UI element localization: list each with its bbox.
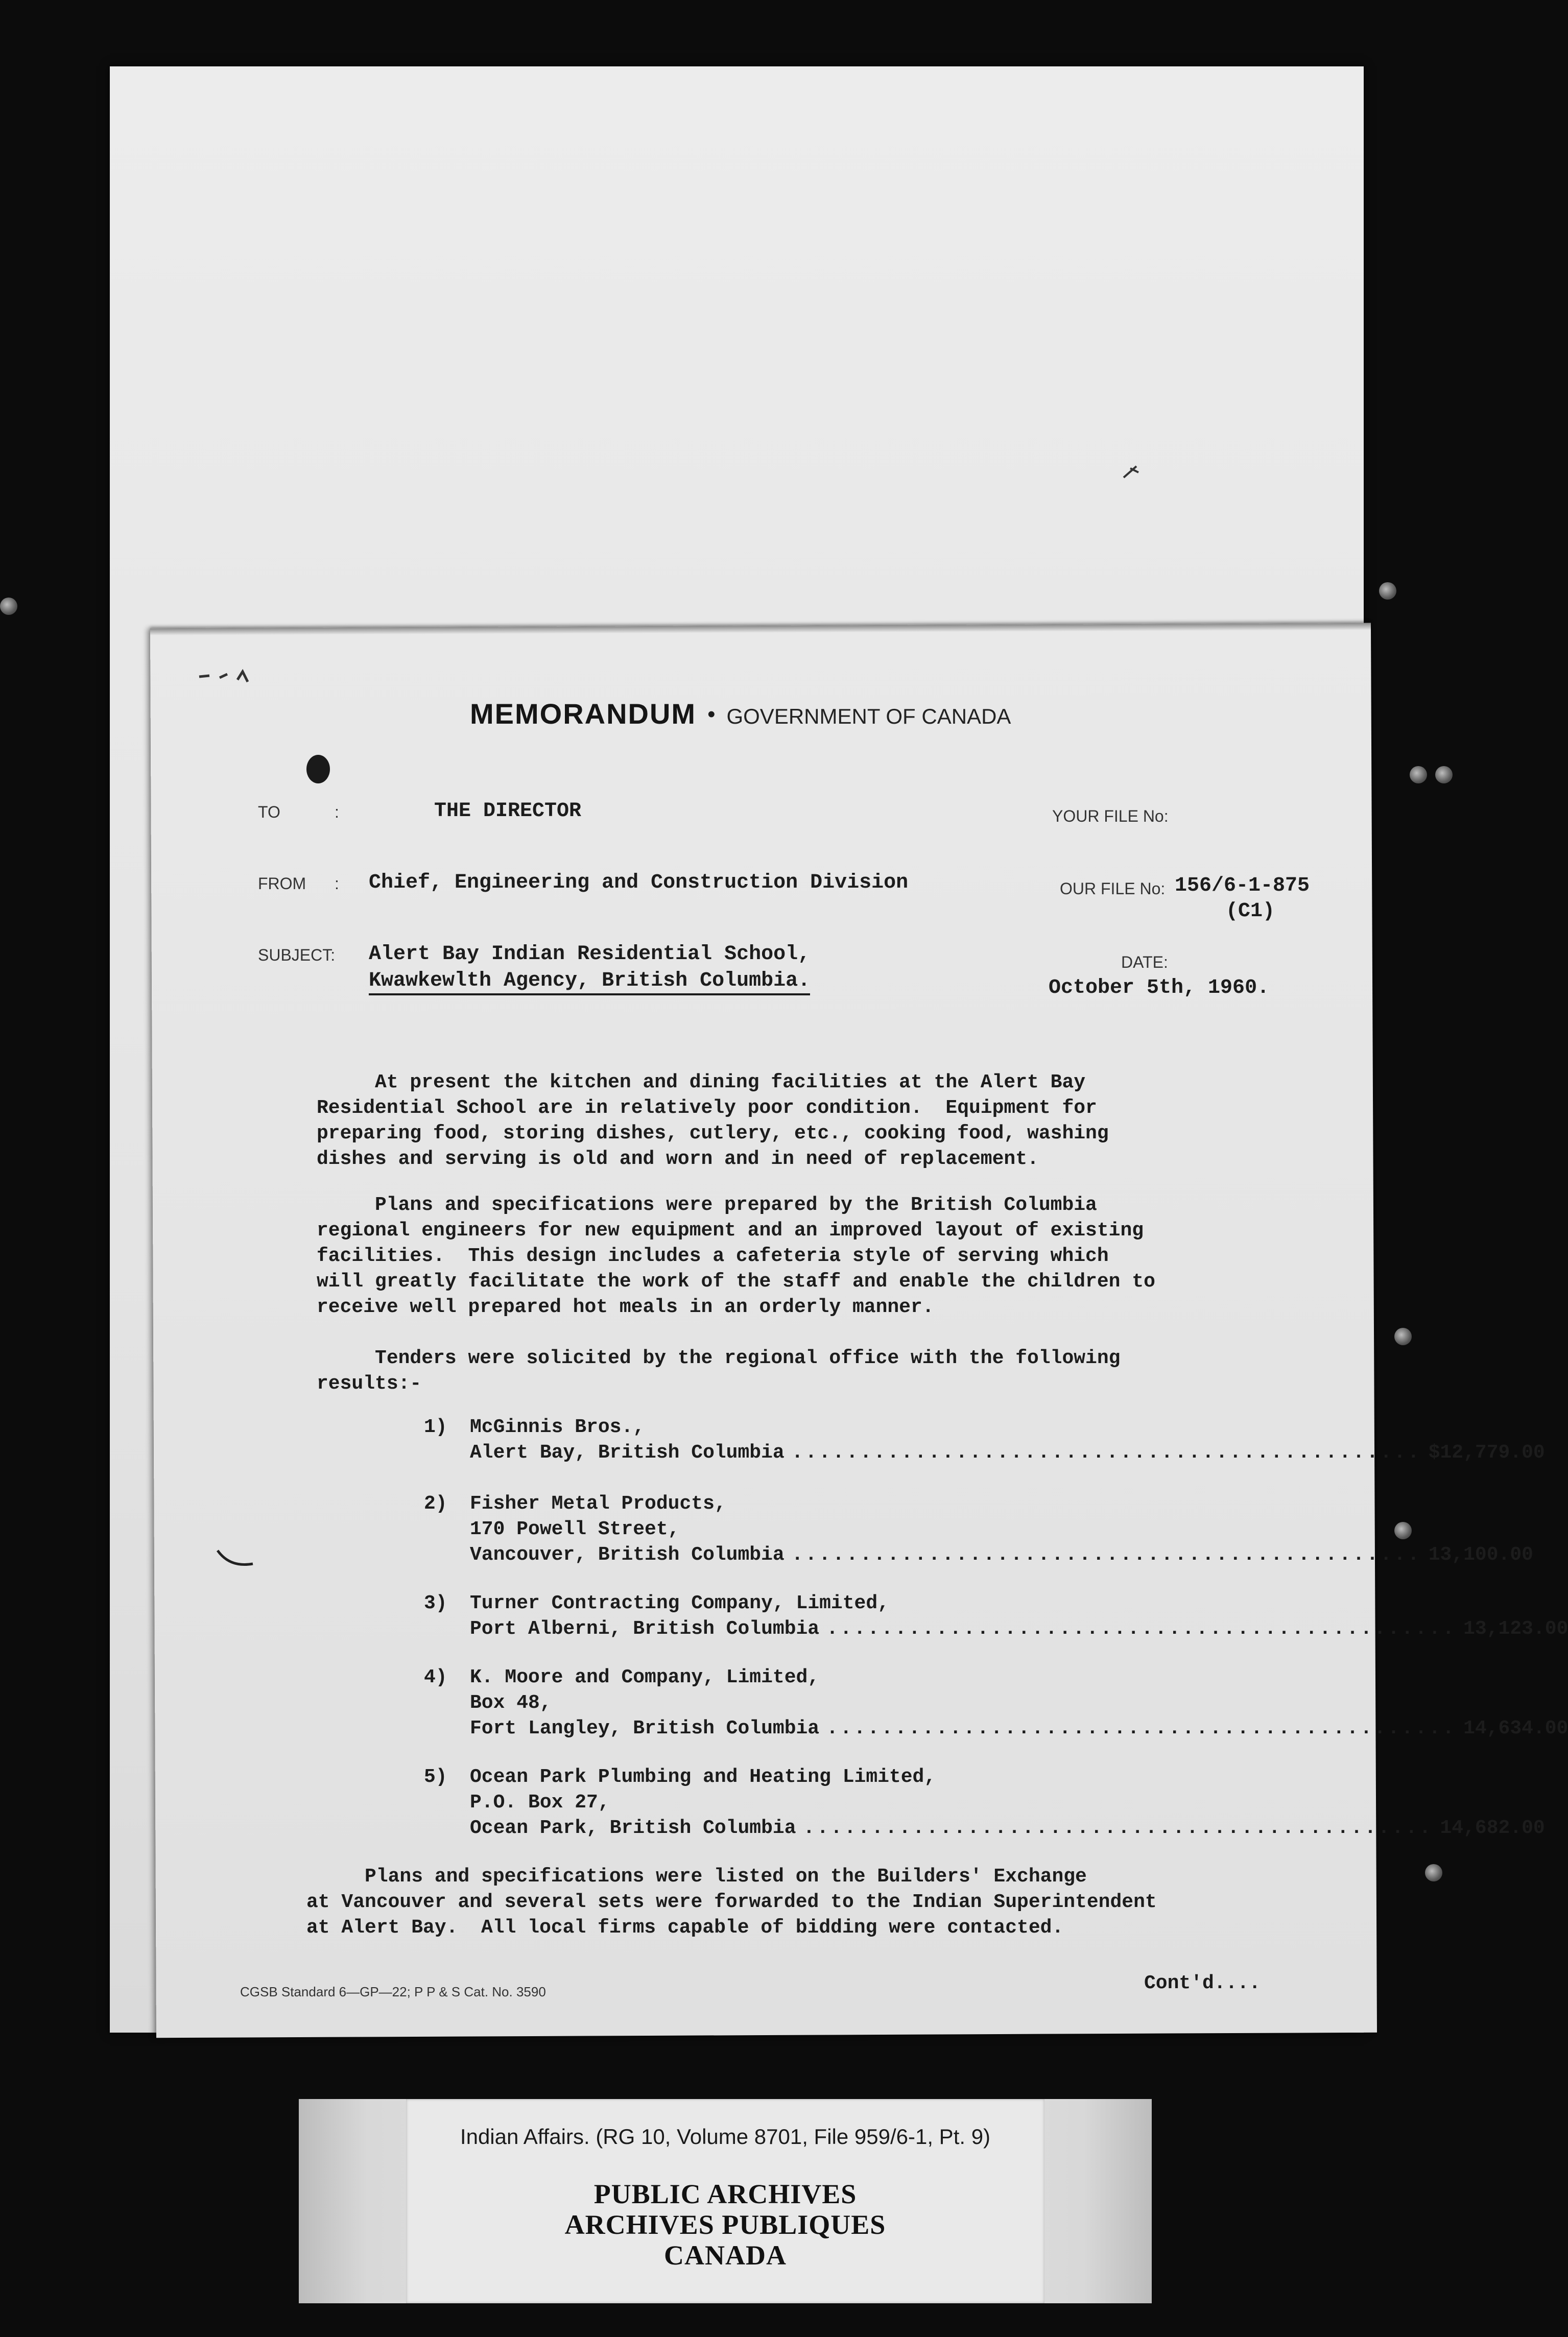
- tender-line: Fisher Metal Products,: [470, 1493, 726, 1515]
- subject-line-2: Kwawkewlth Agency, British Columbia.: [369, 969, 810, 995]
- archive-label: [406, 2099, 1044, 2303]
- tender-item: [424, 1764, 1545, 1846]
- punch-hole: [306, 755, 330, 783]
- paragraph-line: regional engineers for new equipment and an improved layout of existing: [317, 1220, 1144, 1242]
- binder-rivet: [1379, 582, 1396, 600]
- tender-line: McGinnis Bros.,: [470, 1416, 645, 1438]
- leader-dots: ..............................................: [791, 1544, 1421, 1566]
- your-file-label: YOUR FILE No:: [1052, 807, 1169, 825]
- paragraph-line: facilities. This design includes a cafeteria style of serving which: [317, 1245, 1109, 1267]
- archive-label-card: [299, 2099, 1152, 2303]
- to-value: THE DIRECTOR: [434, 800, 582, 823]
- pen-mark: [215, 1547, 255, 1573]
- paragraph-line: will greatly facilitate the work of the staff and enable the children to: [317, 1271, 1155, 1293]
- tender-number: 5): [424, 1766, 447, 1788]
- tender-location: Alert Bay, British Columbia: [470, 1442, 785, 1464]
- tender-location: Vancouver, British Columbia: [470, 1544, 785, 1566]
- tender-location: Fort Langley, British Columbia: [470, 1718, 820, 1739]
- memo-header: [470, 697, 1011, 730]
- our-file-label: OUR FILE No:: [1060, 879, 1166, 898]
- paragraph-builders-exchange: [306, 1864, 1226, 1941]
- our-file-value: 156/6-1-875: [1175, 874, 1310, 897]
- paragraph-line: Plans and specifications were prepared by the British Columbia: [317, 1194, 1097, 1216]
- tender-line: 170 Powell Street,: [470, 1518, 680, 1540]
- tender-item: [424, 1415, 1545, 1471]
- to-colon: :: [335, 803, 339, 821]
- archive-reference: Indian Affairs. (RG 10, Volume 8701, File 959/6-1, Pt. 9): [460, 2125, 991, 2149]
- from-label: FROM: [258, 874, 306, 893]
- binder-rivet: [1410, 766, 1427, 783]
- archive-stamp-line-1: PUBLIC ARCHIVES: [593, 2179, 857, 2209]
- leader-dots: ..............................................: [826, 1718, 1457, 1739]
- tender-number: 4): [424, 1666, 447, 1688]
- leader-dots: ..............................................: [803, 1817, 1433, 1839]
- paragraph-line: receive well prepared hot meals in an orderly manner.: [317, 1296, 934, 1318]
- tender-item: [424, 1665, 1568, 1747]
- form-standard-note: CGSB Standard 6—GP—22; P P & S Cat. No. 3590: [240, 1984, 546, 1999]
- from-colon: :: [335, 874, 339, 893]
- tender-location: Port Alberni, British Columbia: [470, 1618, 820, 1640]
- tender-number: 2): [424, 1493, 447, 1515]
- from-value: Chief, Engineering and Construction Division: [369, 871, 909, 894]
- tender-line: Turner Contracting Company, Limited,: [470, 1592, 889, 1614]
- pen-mark: [197, 666, 268, 687]
- paragraph-line: at Alert Bay. All local firms capable of bidding were contacted.: [306, 1917, 1064, 1939]
- binder-rivet: [1394, 1328, 1412, 1345]
- tender-number: 3): [424, 1592, 447, 1614]
- paragraph-plans: [317, 1193, 1236, 1320]
- binder-rivet: [1435, 766, 1453, 783]
- our-file-suffix: (C1): [1226, 900, 1275, 923]
- archive-stamp-line-3: CANADA: [664, 2240, 787, 2271]
- binder-rivet: [1425, 1864, 1442, 1881]
- continued-note: Cont'd....: [1144, 1972, 1261, 1994]
- paragraph-line: Residential School are in relatively poor condition. Equipment for: [317, 1097, 1097, 1119]
- binder-rivet: [1394, 1522, 1412, 1539]
- memo-title: MEMORANDUM: [470, 698, 697, 730]
- pen-mark: [1121, 462, 1142, 483]
- subject-line-1: Alert Bay Indian Residential School,: [369, 943, 811, 966]
- tender-amount: 13,100.00: [1428, 1544, 1533, 1566]
- paragraph-line: dishes and serving is old and worn and in need of replacement.: [317, 1148, 1039, 1170]
- header-separator: •: [707, 702, 716, 727]
- paragraph-line: Tenders were solicited by the regional office with the following: [317, 1347, 1121, 1369]
- binder-rivet: [0, 598, 17, 615]
- leader-dots: ..............................................: [791, 1442, 1421, 1464]
- subject-label: SUBJECT:: [258, 946, 336, 964]
- tender-item: [424, 1591, 1568, 1647]
- tender-amount: 13,123.00: [1463, 1618, 1568, 1640]
- tender-line: Ocean Park Plumbing and Heating Limited,: [470, 1766, 936, 1788]
- tender-amount: $12,779.00: [1428, 1442, 1545, 1464]
- to-label: TO: [258, 803, 280, 821]
- paragraph-line: results:-: [317, 1373, 422, 1395]
- tender-line: K. Moore and Company, Limited,: [470, 1666, 820, 1688]
- paragraph-kitchen-condition: [317, 1070, 1236, 1172]
- paragraph-line: preparing food, storing dishes, cutlery, etc., cooking food, washing: [317, 1123, 1109, 1144]
- leader-dots: ..............................................: [826, 1618, 1457, 1640]
- paragraph-line: Plans and specifications were listed on the Builders' Exchange: [306, 1866, 1087, 1888]
- tender-amount: 14,682.00: [1440, 1817, 1545, 1839]
- date-label: DATE:: [1121, 953, 1168, 971]
- tender-number: 1): [424, 1416, 447, 1438]
- tender-amount: 14,634.00: [1463, 1718, 1568, 1739]
- tender-line: Box 48,: [470, 1692, 552, 1714]
- tender-line: P.O. Box 27,: [470, 1792, 610, 1814]
- paragraph-line: at Vancouver and several sets were forwarded to the Indian Superintendent: [306, 1891, 1157, 1913]
- tender-location: Ocean Park, British Columbia: [470, 1817, 796, 1839]
- archive-stamp-line-2: ARCHIVES PUBLIQUES: [564, 2209, 886, 2240]
- paragraph-tenders-intro: [317, 1346, 1236, 1397]
- memo-subtitle: GOVERNMENT OF CANADA: [726, 704, 1011, 728]
- paragraph-line: At present the kitchen and dining facilities at the Alert Bay: [317, 1071, 1086, 1093]
- tender-item: [424, 1491, 1533, 1573]
- date-value: October 5th, 1960.: [1049, 976, 1270, 999]
